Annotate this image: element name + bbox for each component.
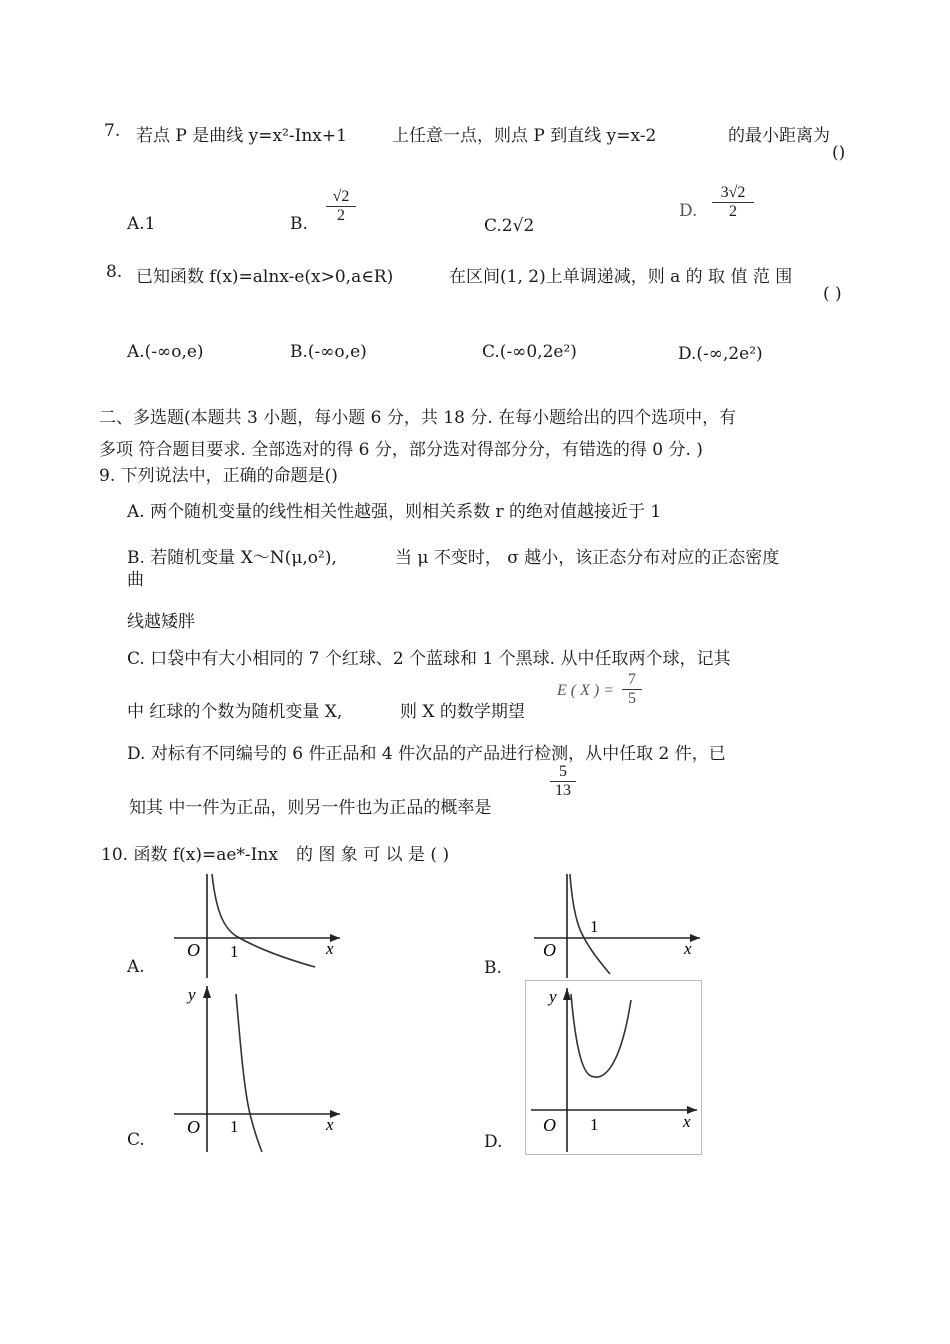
q9-option-d-fraction [550,763,576,800]
q8-option-d: D.(-∞,2e²) [678,344,763,364]
graph-a-origin: O [187,940,200,960]
q7-stem: 若点 P 是曲线 y=x²-Inx+1 [136,126,347,146]
q9-option-d-1: D. 对标有不同编号的 6 件正品和 4 件次品的产品进行检测，从中任取 2 件，已 [127,744,726,764]
graph-b-tick: 1 [590,917,599,936]
q8-number: 8. [106,262,123,282]
q8-stem-end: 在区间(1, 2)上单调递减，则 a 的 取 值 范 围 [449,267,793,287]
section2-line1: 二、多选题(本题共 3 小题，每小题 6 分，共 18 分. 在每小题给出的四个选项中，有 [99,408,737,428]
q9-option-c-3: 则 X 的数学期望 [400,702,525,722]
q7-option-b-den: 2 [337,207,345,224]
graph-b-x-label: x [684,939,692,958]
q8-option-a: A.(-∞o,e) [127,342,204,362]
q10-option-c-label: C. [127,1130,145,1150]
q8-option-c: C.(-∞0,2e²) [482,342,577,362]
graph-c-y-label: y [188,985,196,1004]
q9-option-b-1: B. 若随机变量 X～N(μ,o²), [127,548,337,568]
q9-option-b-4: 线越矮胖 [127,612,195,632]
q7-option-a: A.1 [127,214,156,234]
q9-option-b-2: 当 μ 不变时， σ 越小，该正态分布对应的正态密度 [395,548,780,568]
graph-d [525,980,703,1155]
q7-option-d-den: 2 [729,203,737,220]
q7-option-d-fraction [712,184,754,221]
q9-option-b-3: 曲 [127,570,144,590]
q10-option-a-label: A. [127,957,145,977]
q7-number: 7. [104,121,121,141]
graph-b [530,872,705,982]
q7-option-d-num: 3√2 [712,184,754,203]
graph-c-x-label: x [326,1115,334,1134]
q8-option-b: B.(-∞o,e) [290,342,367,362]
graph-c-tick: 1 [230,1117,239,1136]
q7-option-b-label: B. [290,214,308,234]
graph-d-x-label: x [683,1112,691,1131]
graph-d-origin: O [543,1115,556,1135]
q9-option-c-num: 7 [622,671,642,690]
q10-option-b-label: B. [484,958,502,978]
q9-option-d-2: 知其 中一件为正品，则另一件也为正品的概率是 [129,798,492,818]
q7-stem-end: 的最小距离为 [728,126,830,146]
q10-stem: 10. 函数 f(x)=ae*-Inx [101,845,278,865]
graph-d-y-label: y [549,987,557,1006]
section2-line2: 多项 符合题目要求. 全部选对的得 6 分，部分选对得部分分，有错选的得 0 分. ) [99,440,703,460]
q8-stem: 已知函数 f(x)=alnx-e(x>0,a∈R) [136,267,394,287]
q9-option-c-fraction [622,671,642,708]
q10-option-d-label: D. [484,1132,503,1152]
q9-stem: 9. 下列说法中，正确的命题是() [99,466,338,486]
q7-option-b-fraction [326,188,356,225]
q7-option-c: C.2√2 [484,216,535,236]
q8-paren: ( ) [823,284,842,304]
q9-option-a: A. 两个随机变量的线性相关性越强，则相关系数 r 的绝对值越接近于 1 [127,502,662,522]
q9-option-c-1: C. 口袋中有大小相同的 7 个红球、2 个蓝球和 1 个黑球. 从中任取两个球，记其 [127,649,731,669]
q9-option-d-den: 13 [555,782,571,799]
graph-a-tick: 1 [230,942,239,961]
q9-option-c-2: 中 红球的个数为随机变量 X, [127,702,343,722]
q9-option-c-den: 5 [628,690,636,707]
graph-b-origin: O [543,940,556,960]
graph-a-x-label: x [326,939,334,958]
q7-stem-mid: 上任意一点，则点 P 到直线 y=x-2 [392,126,657,146]
graph-d-tick: 1 [590,1115,599,1134]
graph-c-origin: O [187,1117,200,1137]
q9-option-d-num: 5 [550,763,576,782]
q9-option-c-expr: E ( X ) = [557,682,614,699]
graph-a [170,872,345,982]
q10-stem-end: 的 图 象 可 以 是 ( ) [296,845,450,865]
q7-paren: () [832,143,846,163]
graph-c [170,980,345,1155]
q7-option-b-num: √2 [326,188,356,207]
q7-option-d-label: D. [679,201,698,221]
